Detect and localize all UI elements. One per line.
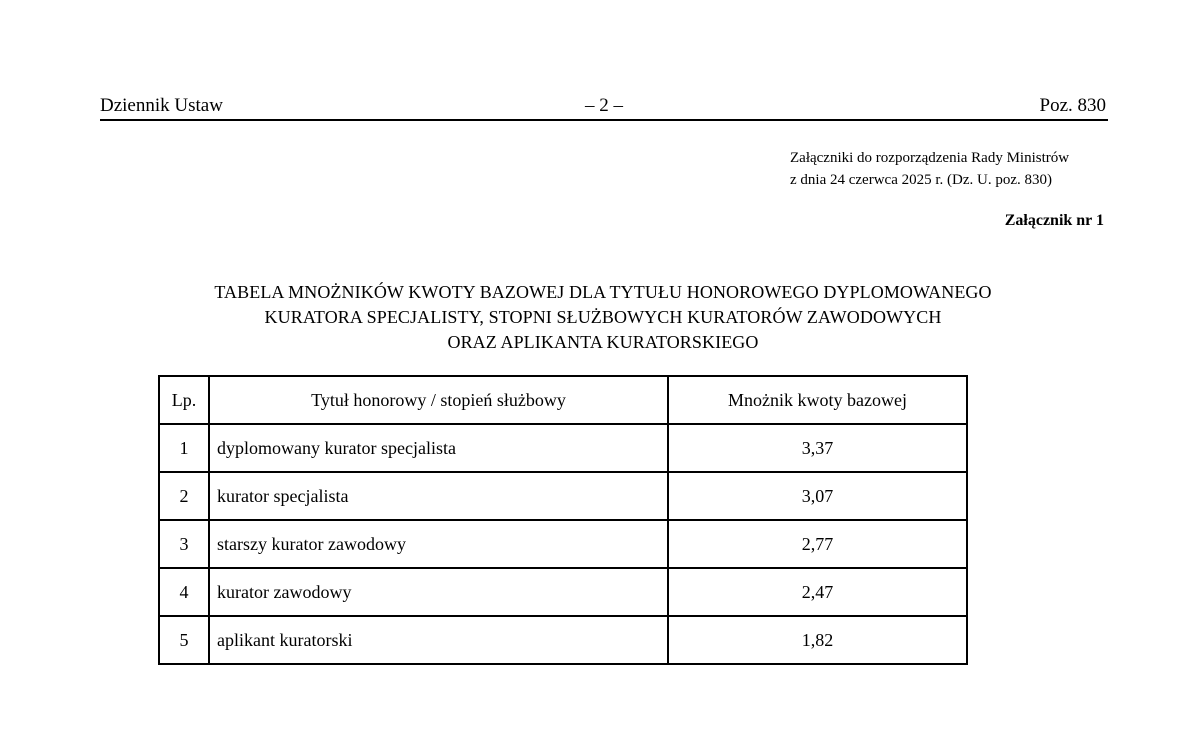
attachment-ref-line-1: Załączniki do rozporządzenia Rady Ministrów [790,150,1070,166]
table-row [159,472,967,520]
header-lp: Lp. [159,376,209,424]
attachment-reference [790,147,1069,191]
row-lp: 4 [159,568,209,616]
header-title: Tytuł honorowy / stopień służbowy [209,376,668,424]
row-title: starszy kurator zawodowy [209,520,668,568]
table-row [159,616,967,664]
row-lp: 5 [159,616,209,664]
row-multiplier: 3,37 [668,424,967,472]
row-lp: 2 [159,472,209,520]
table-title-line-1: TABELA MNOŻNIKÓW KWOTY BAZOWEJ DLA TYTUŁU HONOROWEGO DYPLOMOWANEGO [214,282,992,302]
row-lp: 1 [159,424,209,472]
row-lp: 3 [159,520,209,568]
multipliers-table [158,375,968,665]
table-row [159,520,967,568]
position-number: Poz. 830 [1039,95,1106,116]
table-title [0,280,1200,355]
journal-name: Dziennik Ustaw [100,95,223,116]
table-row [159,568,967,616]
table-header-row [159,376,967,424]
table-row [159,424,967,472]
row-multiplier: 2,47 [668,568,967,616]
table-title-line-3: ORAZ APLIKANTA KURATORSKIEGO [447,332,759,352]
row-multiplier: 2,77 [668,520,967,568]
page-number: – 2 – [585,95,623,116]
row-title: kurator specjalista [209,472,668,520]
row-multiplier: 1,82 [668,616,967,664]
attachment-ref-line-2: z dnia 24 czerwca 2025 r. (Dz. U. poz. 830) [790,172,1052,188]
row-title: kurator zawodowy [209,568,668,616]
attachment-number: Załącznik nr 1 [1004,212,1104,229]
row-multiplier: 3,07 [668,472,967,520]
row-title: dyplomowany kurator specjalista [209,424,668,472]
header-multiplier: Mnożnik kwoty bazowej [668,376,967,424]
row-title: aplikant kuratorski [209,616,668,664]
table-title-line-2: KURATORA SPECJALISTY, STOPNI SŁUŻBOWYCH KURATORÓW ZAWODOWYCH [264,307,942,327]
page-header [100,95,1108,121]
